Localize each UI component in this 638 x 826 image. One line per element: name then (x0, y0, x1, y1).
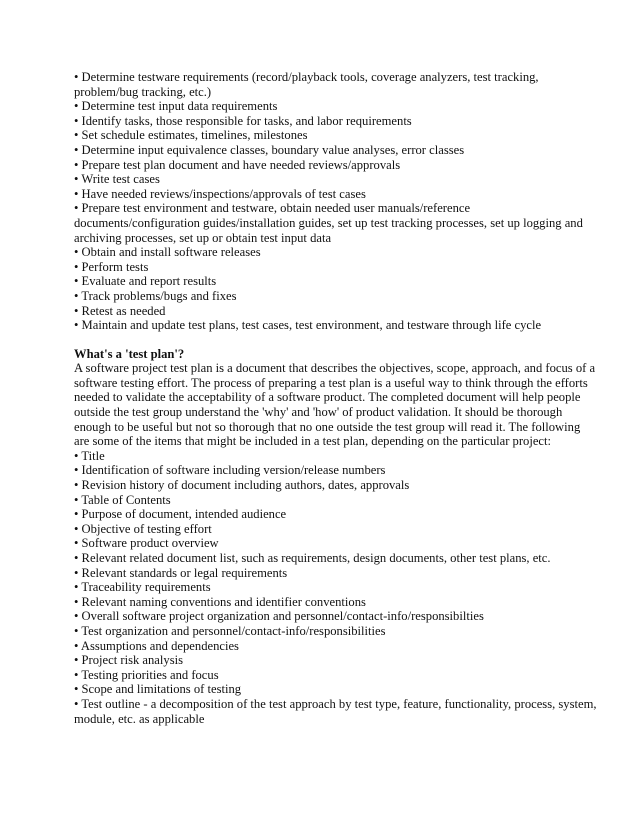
list-item: • Determine test input data requirements (74, 99, 278, 114)
list-item: • Identify tasks, those responsible for tasks, and labor requirements (74, 113, 412, 128)
list-item: • Prepare test plan document and have needed reviews/approvals (74, 157, 401, 172)
list-item: • Obtain and install software releases (74, 245, 261, 260)
list-item: • Scope and limitations of testing (74, 682, 242, 697)
test-plan-items-list (74, 449, 598, 726)
list-item: • Table of Contents (74, 492, 171, 507)
list-item: • Set schedule estimates, timelines, milestones (74, 128, 308, 143)
list-item: • Relevant naming conventions and identifier conventions (74, 594, 366, 609)
list-item: • Assumptions and dependencies (74, 638, 239, 653)
list-item: • Software product overview (74, 536, 219, 551)
list-item: • Evaluate and report results (74, 274, 217, 289)
list-item: • Revision history of document including authors, dates, approvals (74, 478, 410, 493)
list-item: • Retest as needed (74, 303, 166, 318)
list-item: • Test organization and personnel/contact-info/responsibilities (74, 623, 386, 638)
list-item: • Project risk analysis (74, 653, 183, 668)
list-item: • Maintain and update test plans, test cases, test environment, and testware through life cycle (74, 318, 542, 333)
list-item: • Title (74, 448, 105, 463)
list-item: • Test outline - a decomposition of the test approach by test type, feature, functionality, process, system, module, etc. as applicable (74, 696, 597, 726)
list-item: • Overall software project organization and personnel/contact-info/responsibilties (74, 609, 484, 624)
list-item: • Have needed reviews/inspections/approvals of test cases (74, 186, 366, 201)
list-item: • Determine testware requirements (record/playback tools, coverage analyzers, test tracking, problem/bug tracking, etc.) (74, 70, 539, 99)
list-item: • Relevant related document list, such as requirements, design documents, other test plans, etc. (74, 551, 551, 565)
list-item: • Testing priorities and focus (74, 667, 219, 682)
list-item: • Objective of testing effort (74, 521, 212, 536)
list-item: • Track problems/bugs and fixes (74, 288, 237, 303)
section-heading: What's a 'test plan'? (74, 346, 185, 361)
list-item: • Traceability requirements (74, 580, 211, 595)
section-paragraph: A software project test plan is a document that describes the objectives, scope, approach, and focus of a software testing effort. The process of preparing a test plan is a useful way to think through the efforts needed to validate the acceptability of a software product. The completed document will help people outside the test group understand the 'why' and 'how' of product validation. It should be thorough enough to be useful but not so thorough that no one outside the test group will read it. The following are some of the items that might be included in a test plan, depending on the particular project: (74, 361, 596, 449)
list-item: • Write test cases (74, 172, 160, 187)
task-list (74, 70, 598, 333)
list-item: • Purpose of document, intended audience (74, 507, 287, 522)
list-item: • Determine input equivalence classes, boundary value analyses, error classes (74, 142, 465, 157)
list-item: • Perform tests (74, 259, 149, 274)
list-item: • Identification of software including version/release numbers (74, 463, 386, 478)
list-item: • Prepare test environment and testware, obtain needed user manuals/reference documents/configuration guides/installation guides, set up test tracking processes, set up logging and archiving processes, set up or obtain test input data (74, 201, 583, 245)
list-item: • Relevant standards or legal requirements (74, 565, 288, 580)
